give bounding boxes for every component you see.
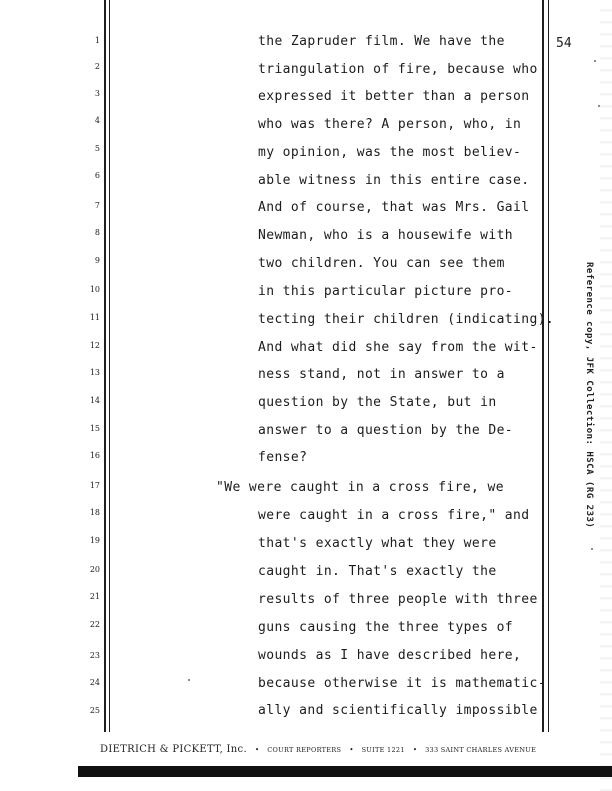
transcript-line: able witness in this entire case. <box>258 173 530 188</box>
footer-firm-name: DIETRICH & PICKETT, Inc. <box>100 744 247 755</box>
line-number: 10 <box>89 285 100 294</box>
scan-speck <box>598 105 600 107</box>
line-number: 17 <box>89 481 100 490</box>
line-number: 12 <box>89 341 100 350</box>
footer-separator: • <box>255 746 260 754</box>
transcript-line: question by the State, but in <box>258 395 497 410</box>
transcript-line: ally and scientifically impossible <box>258 703 538 718</box>
archive-stamp <box>578 262 598 552</box>
transcript-line: expressed it better than a person <box>258 89 530 104</box>
scan-speck <box>594 60 596 62</box>
transcript-line: answer to a question by the De- <box>258 423 514 438</box>
transcript-line: tecting their children (indicating). <box>258 312 555 327</box>
transcript-line: wounds as I have described here, <box>258 648 522 663</box>
line-number: 6 <box>94 171 100 180</box>
line-number: 13 <box>89 368 100 377</box>
line-number: 19 <box>89 536 100 545</box>
line-number: 2 <box>94 62 100 71</box>
line-number: 4 <box>94 116 100 125</box>
transcript-line: my opinion, was the most believ- <box>258 145 522 160</box>
line-number: 5 <box>94 144 100 153</box>
transcript-line: two children. You can see them <box>258 256 505 271</box>
line-number: 18 <box>89 508 100 517</box>
right-margin-rule <box>542 0 544 732</box>
transcript-line: because otherwise it is mathematic- <box>258 676 546 691</box>
transcript-line: And what did she say from the wit- <box>258 340 538 355</box>
transcript-line: that's exactly what they were <box>258 536 497 551</box>
footer-suite: SUITE 1221 <box>361 746 405 754</box>
transcript-line: in this particular picture pro- <box>258 284 514 299</box>
archive-stamp-text: Reference copy, JFK Collection: HSCA (RG 233) <box>584 262 594 529</box>
bottom-scan-bar <box>78 766 612 777</box>
transcript-line: results of three people with three <box>258 592 538 607</box>
scan-speck <box>591 548 593 550</box>
line-number: 22 <box>89 620 100 629</box>
line-number: 24 <box>89 678 100 687</box>
line-number: 16 <box>89 451 100 460</box>
transcript-line: ness stand, not in answer to a <box>258 367 505 382</box>
footer-separator: • <box>412 746 418 754</box>
line-number: 7 <box>94 201 100 210</box>
line-number: 8 <box>94 228 100 237</box>
scan-edge-noise <box>600 0 612 791</box>
transcript-line: Newman, who is a housewife with <box>258 228 514 243</box>
footer-address: 333 SAINT CHARLES AVENUE <box>425 746 537 754</box>
left-margin-rule-inner <box>109 0 110 732</box>
transcript-line: the Zapruder film. We have the <box>258 34 505 49</box>
scan-speck <box>188 679 190 681</box>
line-number: 15 <box>89 424 100 433</box>
line-number: 20 <box>89 565 100 574</box>
footer-service: COURT REPORTERS <box>267 746 342 754</box>
page-footer <box>100 737 540 756</box>
transcript-line: fense? <box>258 450 308 465</box>
line-number: 1 <box>94 36 100 45</box>
line-number: 21 <box>89 592 100 601</box>
line-number: 23 <box>89 651 100 660</box>
line-number: 3 <box>94 89 100 98</box>
transcript-line: were caught in a cross fire," and <box>258 508 530 523</box>
transcript-line: And of course, that was Mrs. Gail <box>258 200 530 215</box>
transcript-line: "We were caught in a cross fire, we <box>216 480 504 495</box>
transcript-line: triangulation of fire, because who <box>258 62 538 77</box>
transcript-line: who was there? A person, who, in <box>258 117 522 132</box>
line-number: 14 <box>89 396 100 405</box>
left-margin-rule <box>104 0 106 732</box>
right-margin-rule-outer <box>548 0 549 732</box>
page-number: 54 <box>556 36 572 51</box>
line-number: 25 <box>89 706 100 715</box>
line-number: 11 <box>89 313 100 322</box>
footer-separator: • <box>349 746 354 754</box>
transcript-line: guns causing the three types of <box>258 620 514 635</box>
line-number: 9 <box>94 256 100 265</box>
transcript-line: caught in. That's exactly the <box>258 564 497 579</box>
